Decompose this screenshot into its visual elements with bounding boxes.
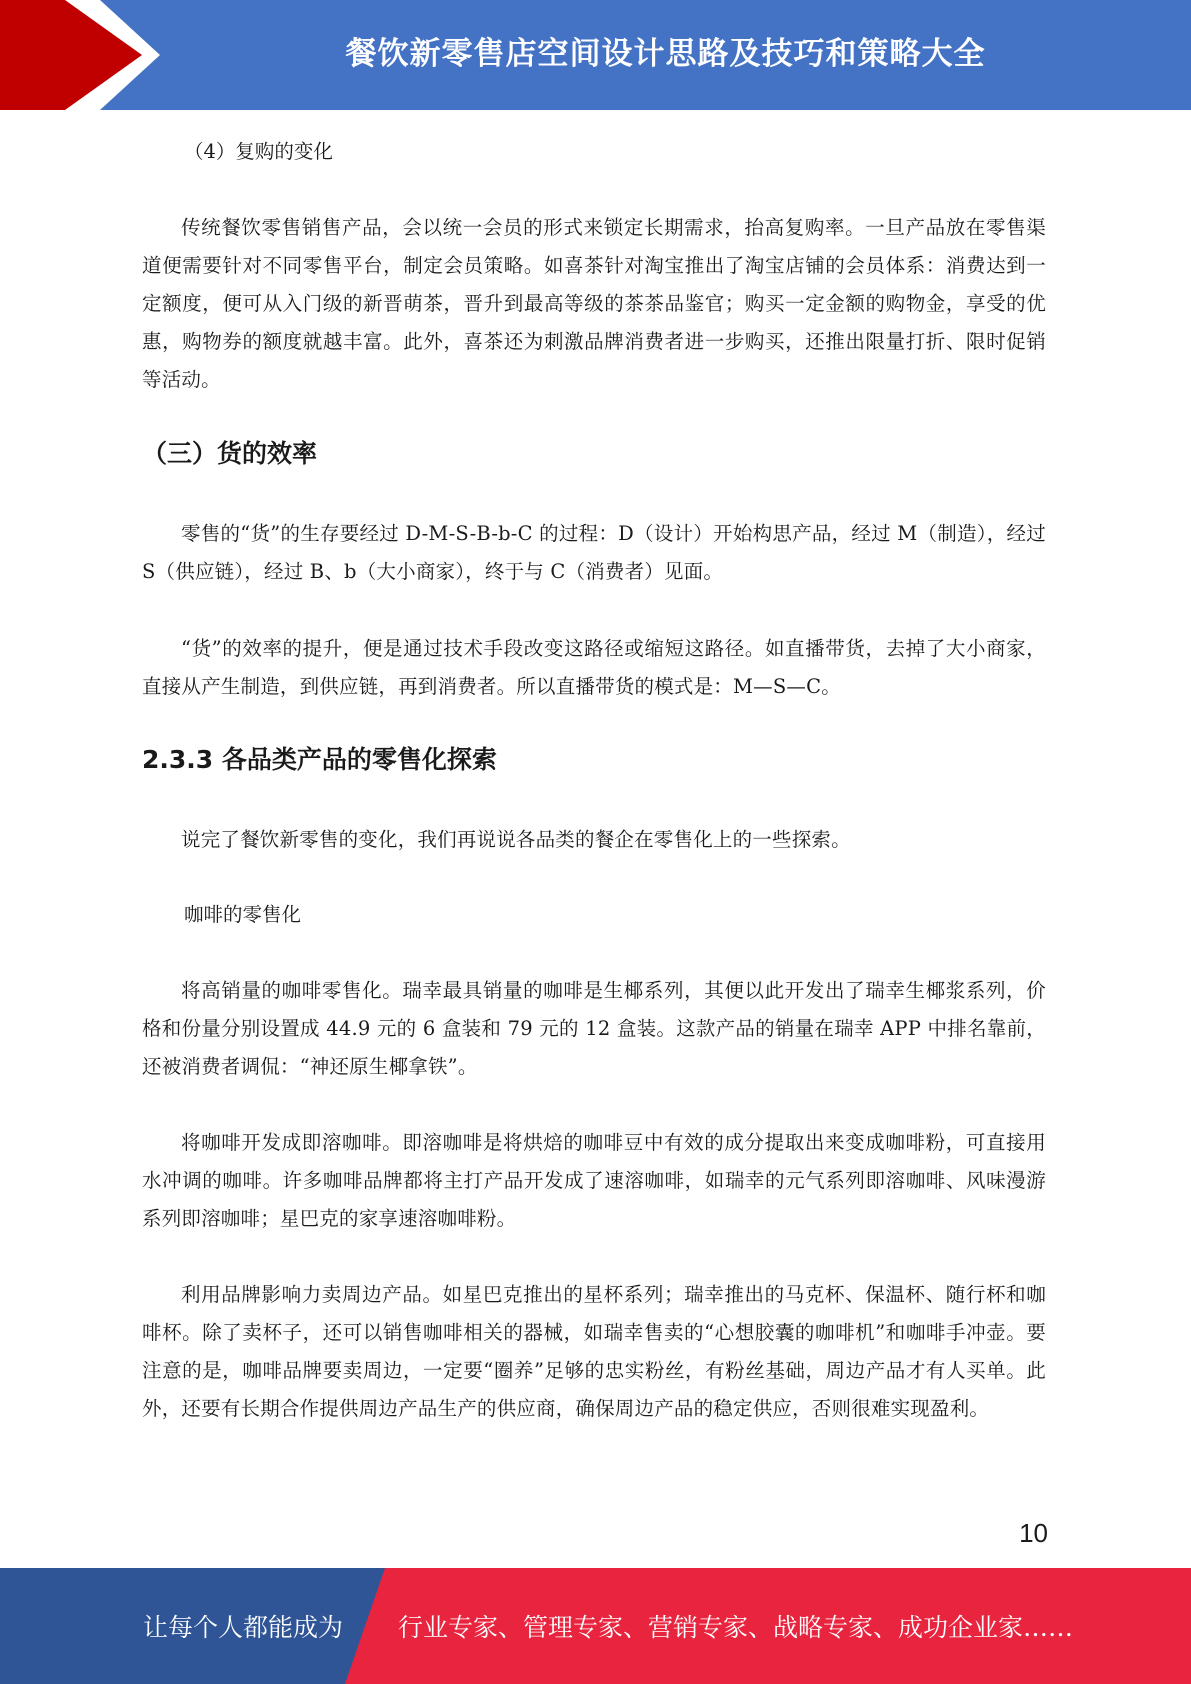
page-header (0, 0, 1191, 110)
subheading-repurchase: （4）复购的变化 (184, 140, 333, 163)
heading-2-3-3: 2.3.3 各品类产品的零售化探索 (142, 745, 497, 774)
page-number: 10 (1019, 1518, 1048, 1548)
paragraph-intro: 说完了餐饮新零售的变化，我们再说说各品类的餐企在零售化上的一些探索。 (181, 828, 851, 851)
page-footer (0, 1568, 1191, 1684)
footer-slogan-left: 让每个人都能成为 (143, 1613, 344, 1642)
heading-goods-efficiency: （三）货的效率 (142, 439, 318, 468)
paragraph-coffee-retail: 将高销量的咖啡零售化。瑞幸最具销量的咖啡是生椰系列，其便以此开发出了瑞幸生椰浆系列，价格和份量分别设置成 44.9 元的 6 盒装和 79 元的 12 盒装。这款产品的销量在瑞幸 APP 中排名靠前，还被消费者调侃：“神还原生椰拿铁”。 (142, 979, 1046, 1078)
paragraph-live-commerce: “货”的效率的提升，便是通过技术手段改变这路径或缩短这路径。如直播带货，去掉了大小商家，直接从产生制造，到供应链，再到消费者。所以直播带货的模式是：M—S—C。 (142, 637, 1046, 698)
document-title: 餐饮新零售店空间设计思路及技巧和策略大全 (345, 35, 986, 72)
footer-slogan-right: 行业专家、管理专家、营销专家、战略专家、成功企业家…… (398, 1613, 1074, 1642)
subheading-coffee: 咖啡的零售化 (184, 903, 302, 926)
paragraph-dmsbbc: 零售的“货”的生存要经过 D-M-S-B-b-C 的过程：D（设计）开始构思产品，经过 M（制造），经过 S（供应链），经过 B、b（大小商家），终于与 C（消费者）见面。 (142, 522, 1046, 583)
paragraph-merchandise: 利用品牌影响力卖周边产品。如星巴克推出的星杯系列；瑞幸推出的马克杯、保温杯、随行杯和咖啡杯。除了卖杯子，还可以销售咖啡相关的器械，如瑞幸售卖的“心想胶囊的咖啡机”和咖啡手冲壶。要注意的是，咖啡品牌要卖周边，一定要“圈养”足够的忠实粉丝，有粉丝基础，周边产品才有人买单。此外，还要有长期合作提供周边产品生产的供应商，确保周边产品的稳定供应，否则很难实现盈利。 (142, 1283, 1046, 1420)
paragraph-membership: 传统餐饮零售销售产品，会以统一会员的形式来锁定长期需求，抬高复购率。一旦产品放在零售渠道便需要针对不同零售平台，制定会员策略。如喜茶针对淘宝推出了淘宝店铺的会员体系：消费达到一定额度，便可从入门级的新晋萌茶，晋升到最高等级的茶茶品鉴官；购买一定金额的购物金，享受的优惠，购物券的额度就越丰富。此外，喜茶还为刺激品牌消费者进一步购买，还推出限量打折、限时促销等活动。 (142, 216, 1046, 391)
paragraph-instant-coffee: 将咖啡开发成即溶咖啡。即溶咖啡是将烘焙的咖啡豆中有效的成分提取出来变成咖啡粉，可直接用水冲调的咖啡。许多咖啡品牌都将主打产品开发成了速溶咖啡，如瑞幸的元气系列即溶咖啡、风味漫游系列即溶咖啡；星巴克的家享速溶咖啡粉。 (142, 1131, 1046, 1230)
